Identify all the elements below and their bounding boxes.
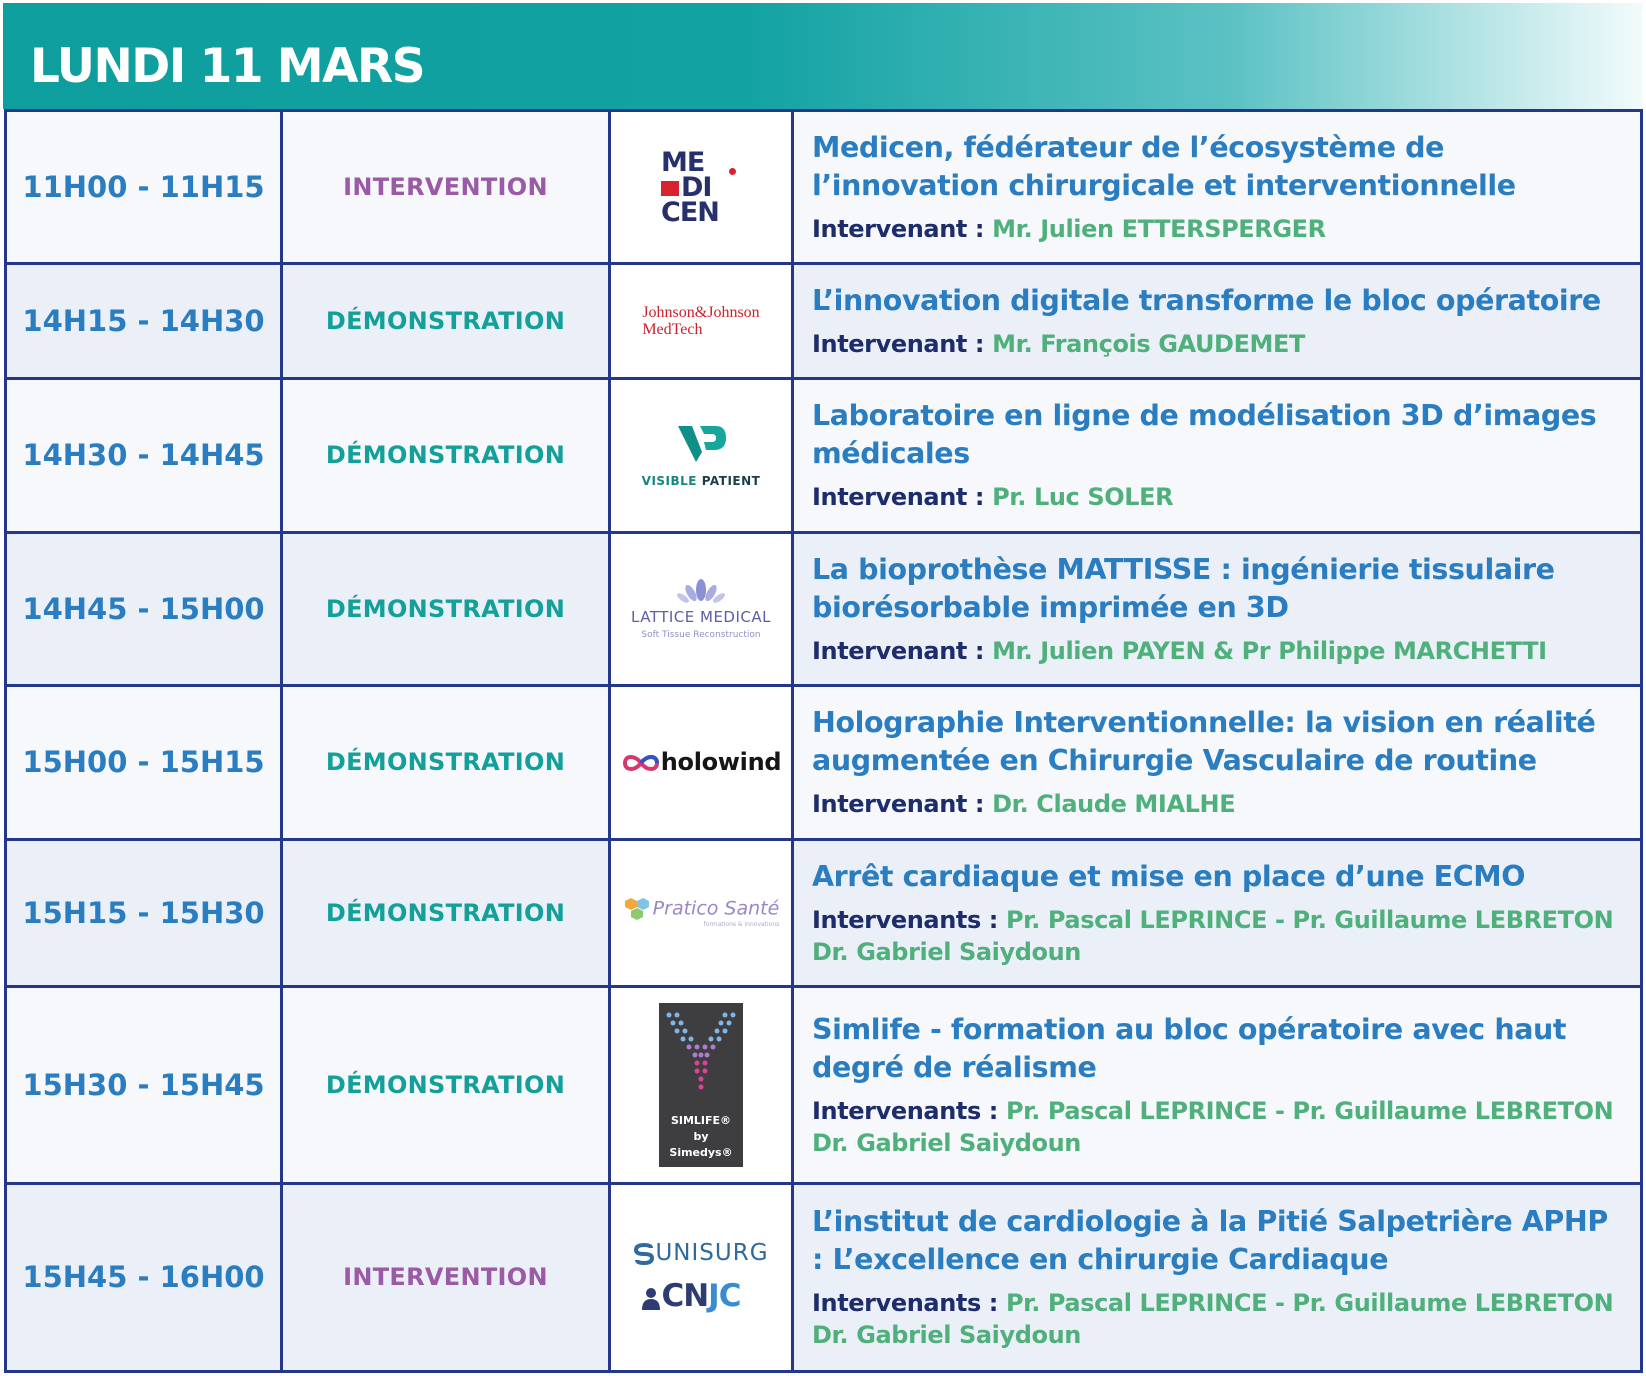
speaker-names: Mr. Julien PAYEN & Pr Philippe MARCHETTI (992, 636, 1547, 665)
jj-logo-line2: MedTech (642, 321, 703, 339)
speaker-names-extra: Dr. Gabriel Saiydoun (812, 1128, 1081, 1157)
session-title: Holographie Interventionnelle: la vision en réalité augmentée en Chirurgie Vasculaire de routine (812, 706, 1596, 778)
unisurg-logo-name: UNISURG (655, 1240, 769, 1267)
speaker-label: Intervenant : (812, 330, 985, 359)
session-description (793, 532, 1642, 685)
speaker-line (812, 481, 1628, 513)
speaker-names: Pr. Pascal LEPRINCE - Pr. Guillaume LEBRETON (1005, 1289, 1614, 1318)
simlife-y-icon (659, 1007, 743, 1107)
speaker-label: Intervenants : (812, 1289, 999, 1318)
session-description (793, 986, 1642, 1183)
session-type: DÉMONSTRATION (282, 379, 610, 532)
speaker-names: Pr. Pascal LEPRINCE - Pr. Guillaume LEBRETON (1005, 905, 1614, 934)
time-slot: 14H45 - 15H00 (6, 532, 282, 685)
speaker-line (812, 904, 1628, 968)
session-type: DÉMONSTRATION (282, 532, 610, 685)
session-title: Medicen, fédérateur de l’écosystème de l’innovation chirurgicale et interventionnelle (812, 131, 1516, 203)
unisurg-s-icon (633, 1243, 655, 1265)
speaker-label: Intervenant : (812, 215, 985, 244)
schedule-row (6, 379, 1642, 532)
vp-logo-word1: VISIBLE (641, 474, 698, 489)
session-title: L’innovation digitale transforme le bloc opératoire (812, 284, 1601, 318)
session-description (793, 111, 1642, 264)
session-type: DÉMONSTRATION (282, 986, 610, 1183)
infinity-icon (621, 753, 661, 773)
holowind-logo-text: holowind (660, 748, 782, 777)
session-type: DÉMONSTRATION (282, 264, 610, 379)
time-slot: 15H30 - 15H45 (6, 986, 282, 1183)
session-title: Simlife - formation au bloc opératoire avec haut degré de réalisme (812, 1012, 1567, 1084)
speaker-label: Intervenant : (812, 636, 985, 665)
time-slot: 14H30 - 14H45 (6, 379, 282, 532)
time-slot: 11H00 - 11H15 (6, 111, 282, 264)
speaker-names-extra: Dr. Gabriel Saiydoun (812, 937, 1081, 966)
speaker-names: Pr. Pascal LEPRINCE - Pr. Guillaume LEBRETON (1005, 1096, 1614, 1125)
time-slot: 15H15 - 15H30 (6, 839, 282, 986)
session-title: Arrêt cardiaque et mise en place d’une ECMO (812, 859, 1526, 893)
time-slot: 15H00 - 15H15 (6, 686, 282, 839)
cnjc-logo-part1: CN (661, 1278, 709, 1315)
speaker-line (812, 328, 1628, 360)
speaker-line (812, 213, 1628, 245)
logo-cell (610, 264, 793, 379)
schedule-row (6, 532, 1642, 685)
logo-cell (610, 1183, 793, 1371)
medicen-logo-line3: CEN (661, 196, 719, 228)
medicen-logo (661, 146, 741, 228)
schedule-row (6, 111, 1642, 264)
logo-cell (610, 686, 793, 839)
session-type: DÉMONSTRATION (282, 686, 610, 839)
simlife-logo-line1: SIMLIFE® (670, 1113, 732, 1127)
simlife-logo-line2: by (693, 1129, 709, 1143)
session-type: DÉMONSTRATION (282, 839, 610, 986)
visible-patient-logo (642, 422, 761, 488)
speaker-line (812, 788, 1628, 820)
vp-logo-word2: PATIENT (701, 474, 761, 489)
schedule-row (6, 986, 1642, 1183)
session-description (793, 1183, 1642, 1371)
johnson-johnson-medtech-logo (642, 304, 759, 338)
speaker-names: Mr. François GAUDEMET (992, 330, 1306, 359)
logo-cell (610, 839, 793, 986)
schedule-row (6, 839, 1642, 986)
lattice-medical-logo (631, 578, 771, 640)
speaker-names: Dr. Claude MIALHE (992, 790, 1236, 819)
schedule-table (4, 109, 1643, 1373)
speaker-names: Pr. Luc SOLER (992, 483, 1174, 512)
session-type: INTERVENTION (282, 1183, 610, 1371)
pratico-logo-name: Pratico Santé (652, 897, 780, 920)
speaker-label: Intervenant : (812, 483, 985, 512)
time-slot: 14H15 - 14H30 (6, 264, 282, 379)
session-description (793, 379, 1642, 532)
session-title: L’institut de cardiologie à la Pitié Salpetrière APHP : L’excellence en chirurgie Cardiaque (812, 1205, 1608, 1277)
simlife-logo-line3: Simedys® (669, 1145, 733, 1159)
vp-mark-icon (674, 422, 728, 466)
day-title: LUNDI 11 MARS (30, 39, 425, 94)
speaker-label: Intervenants : (812, 905, 999, 934)
schedule-row (6, 686, 1642, 839)
unisurg-cnjc-logo (633, 1240, 768, 1314)
logo-cell (610, 986, 793, 1183)
speaker-line (812, 635, 1628, 667)
speaker-label: Intervenant : (812, 790, 985, 819)
medicen-logo-line1: ME (661, 146, 705, 178)
lotus-icon (677, 578, 725, 604)
speaker-names-extra: Dr. Gabriel Saiydoun (812, 1321, 1081, 1350)
lattice-logo-name: LATTICE MEDICAL (631, 607, 771, 626)
session-description (793, 686, 1642, 839)
schedule-row (6, 1183, 1642, 1371)
session-title: Laboratoire en ligne de modélisation 3D d’images médicales (812, 399, 1597, 471)
holowind-logo (621, 748, 782, 776)
cnjc-logo-part2: JC (708, 1278, 741, 1315)
hexagons-icon (623, 897, 653, 921)
lattice-logo-tagline: Soft Tissue Reconstruction (641, 629, 761, 640)
logo-cell (610, 379, 793, 532)
pratico-logo-tagline: formations & innovations (703, 921, 780, 929)
logo-cell (610, 111, 793, 264)
speaker-line (812, 1287, 1628, 1351)
day-header (3, 3, 1643, 109)
surgeon-icon (641, 1286, 661, 1310)
simlife-logo (659, 1003, 743, 1167)
time-slot: 15H45 - 16H00 (6, 1183, 282, 1371)
schedule-row (6, 264, 1642, 379)
jj-logo-line1: Johnson&Johnson (642, 304, 760, 322)
pratico-sante-logo (623, 897, 780, 928)
medicen-logo-line2: DI (681, 171, 712, 203)
session-description (793, 839, 1642, 986)
session-description (793, 264, 1642, 379)
speaker-names: Mr. Julien ETTERSPERGER (992, 215, 1326, 244)
logo-cell (610, 532, 793, 685)
session-title: La bioprothèse MATTISSE : ingénierie tissulaire biorésorbable imprimée en 3D (812, 552, 1555, 624)
session-type: INTERVENTION (282, 111, 610, 264)
speaker-line (812, 1095, 1628, 1159)
speaker-label: Intervenants : (812, 1096, 999, 1125)
